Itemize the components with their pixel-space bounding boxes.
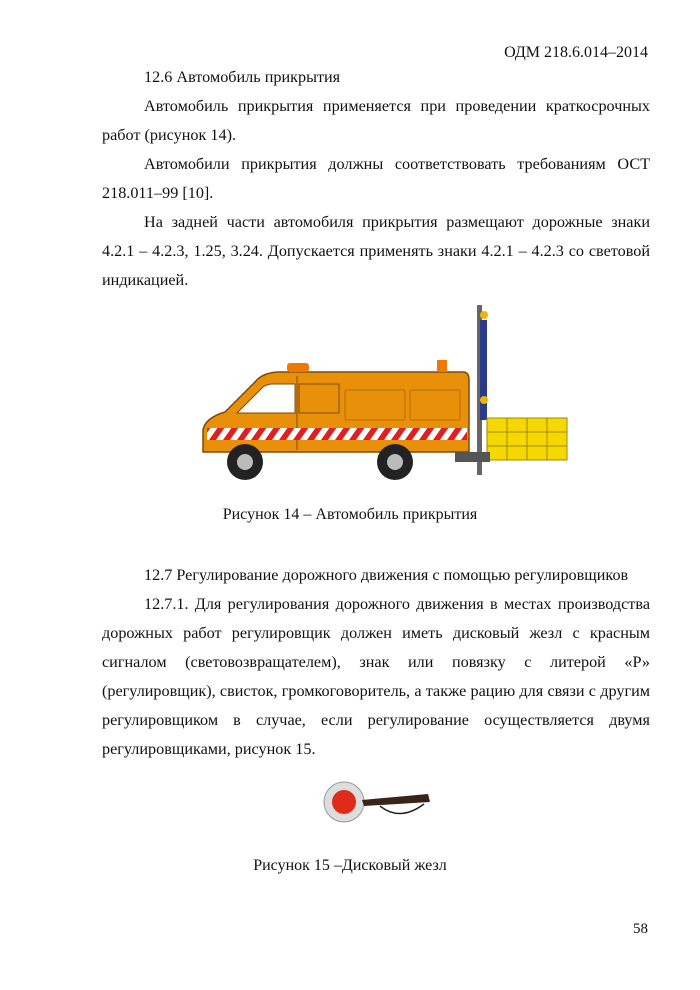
section-title-12-7: 12.7 Регулирование дорожного движения с помощью регулировщиков: [144, 566, 629, 584]
paragraph-cover-vehicle-signs: На задней части автомобиля прикрытия размещают дорожные знаки 4.2.1 – 4.2.3, 1.25, 3.24. Допускается применять знаки 4.2.1 – 4.2.3 со световой индикацией.: [102, 213, 650, 289]
van-window-side: [299, 384, 339, 413]
baton-handle: [362, 794, 430, 806]
crash-cushion: [487, 418, 567, 460]
figure-14-caption: Рисунок 14 – Автомобиль прикрытия: [222, 506, 478, 523]
sign-lamp-bottom: [480, 396, 488, 404]
baton-strap: [380, 804, 424, 814]
warning-stripe: [207, 428, 467, 440]
paragraph-traffic-controller-equipment: 12.7.1. Для регулирования дорожного движения в местах производства дорожных работ регулировщик должен иметь дисковый жезл с красным сигналом (световозвращателем), знак или повязку с литерой «Р» (регулировщик), свисток, громкоговоритель, а также рацию для связи с другим регулировщиком в случае, если регулирование осуществляется двумя регулировщиками, рисунок 15.: [102, 595, 650, 758]
paragraph-cover-vehicle-requirements: Автомобили прикрытия должны соответствовать требованиям ОСТ 218.011–99 [10].: [102, 155, 650, 202]
wheel-rear-hub: [387, 454, 403, 470]
roof-light-rear: [437, 360, 447, 372]
page-number: 58: [633, 921, 648, 937]
sign-lamp-top: [480, 311, 488, 319]
roof-light-front: [287, 363, 309, 372]
cover-vehicle-illustration: [195, 300, 575, 490]
figure-15-caption: Рисунок 15 –Дисковый жезл: [253, 857, 447, 874]
tow-bar: [455, 452, 490, 462]
baton-red-signal: [332, 790, 356, 814]
disc-baton-illustration: [320, 778, 440, 828]
document-code: ОДМ 218.6.014–2014: [504, 44, 648, 61]
section-title-12-6: 12.6 Автомобиль прикрытия: [144, 68, 341, 86]
wheel-front-hub: [237, 454, 253, 470]
sign-panel: [480, 320, 487, 420]
paragraph-cover-vehicle-usage: Автомобиль прикрытия применяется при проведении краткосрочных работ (рисунок 14).: [102, 97, 650, 144]
